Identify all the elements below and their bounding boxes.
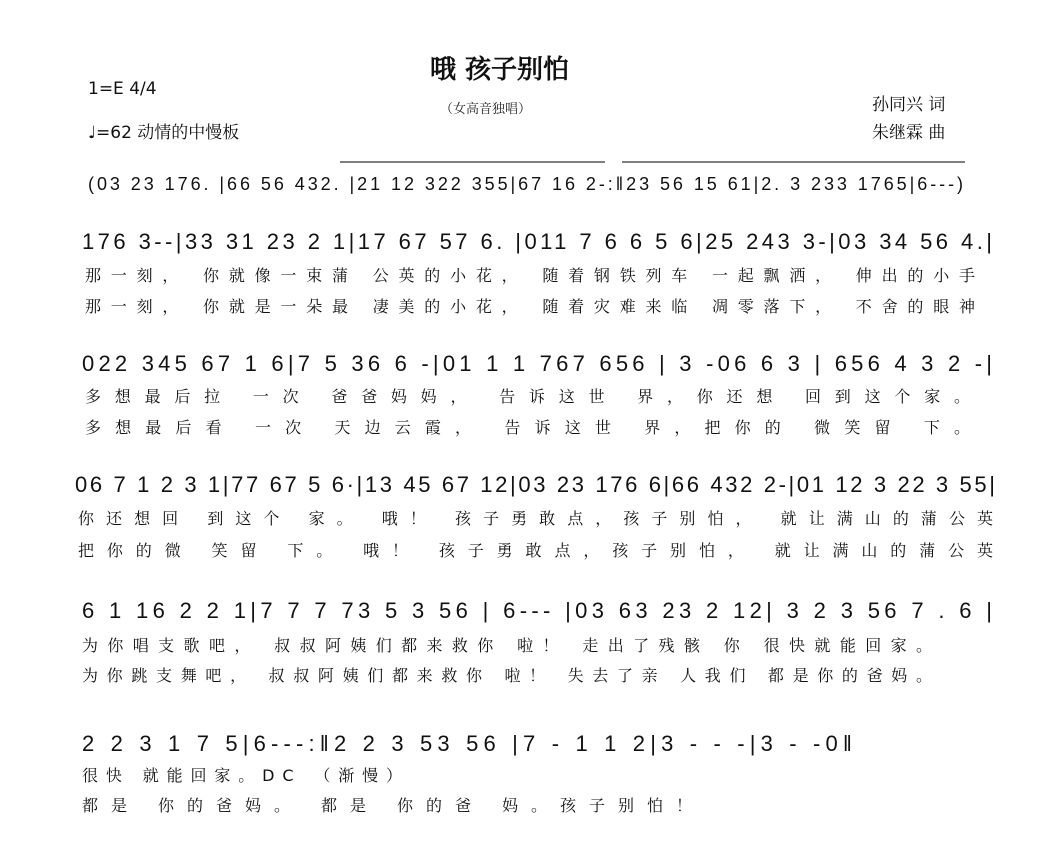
lyricist: 孙同兴 词 — [872, 95, 946, 115]
system-4 — [82, 598, 992, 685]
intro-notes: (03 23 176. |66 56 432. |21 12 322 355|67 16 2-:‖23 56 15 61|2. 3 233 1765|6---) — [88, 174, 963, 194]
lyrics-verse-1: 为你唱支歌吧， 叔叔阿姨们都来救你 啦！ 走出了残骸 你 很快就能回家。 — [82, 636, 933, 655]
notes-line: 022 345 67 1 6|7 5 36 6 -|01 1 1 767 656 | 3 -06 6 3 | 656 4 3 2 -| — [82, 351, 993, 376]
notes-line: 6 1 16 2 2 1|7 7 7 73 5 3 56 | 6--- |03 63 23 2 12| 3 2 3 56 7 . 6 | — [82, 598, 993, 623]
lyrics-verse-2: 把你的微 笑留 下。 哦！ 孩子勇敢点，孩子别怕， 就让满山的蒲公英 — [78, 541, 994, 560]
system-1 — [82, 229, 992, 316]
lyrics-verse-2: 那一刻， 你就是一朵最 凄美的小花， 随着灾难来临 凋零落下， 不舍的眼神 — [85, 297, 975, 316]
composer: 朱继霖 曲 — [872, 123, 946, 143]
lyrics-verse-2: 为你跳支舞吧， 叔叔阿姨们都来救你 啦！ 失去了亲 人我们 都是你的爸妈。 — [82, 666, 933, 685]
lyrics-verse-1: 你还想回 到这个 家。 哦！ 孩子勇敢点，孩子别怕， 就让满山的蒲公英 — [78, 509, 993, 528]
notes-line: 176 3--|33 31 23 2 1|17 67 57 6. |011 7 6 6 5 6|25 243 3-|03 34 56 4.| — [82, 229, 993, 254]
system-3 — [75, 472, 995, 560]
lyrics-verse-1: 多想最后拉 一次 爸爸妈妈， 告诉这世 界，你还想 回到这个家。 — [85, 387, 970, 406]
key-signature: 1=E 4/4 — [88, 79, 157, 99]
song-title: 哦 孩子别怕 — [430, 55, 570, 85]
system-2 — [82, 351, 992, 437]
lyrics-verse-1: 那一刻， 你就像一束蒲 公英的小花， 随着钢铁列车 一起飘洒， 伸出的小手 — [85, 266, 975, 285]
lyrics-verse-1: 很快 就能回家。DC （渐慢） — [82, 766, 402, 785]
system-5 — [82, 731, 852, 815]
song-subtitle: （女高音独唱） — [440, 102, 532, 117]
lyrics-verse-2: 都是 你的爸妈。 都是 你的爸 妈。孩子别怕！ — [82, 796, 693, 815]
notes-line: 2 2 3 1 7 5|6---:‖2 2 3 53 56 |7 - 1 1 2|3 - - -|3 - -0‖ — [82, 731, 853, 756]
notes-line: 06 7 1 2 3 1|77 67 5 6·|13 45 67 12|03 23 176 6|66 432 2-|01 12 3 22 3 55| — [75, 472, 995, 497]
tempo-marking: ♩=62 动情的中慢板 — [88, 123, 240, 143]
lyrics-verse-2: 多想最后看 一次 天边云霞， 告诉这世 界，把你的 微笑留 下。 — [85, 418, 970, 437]
